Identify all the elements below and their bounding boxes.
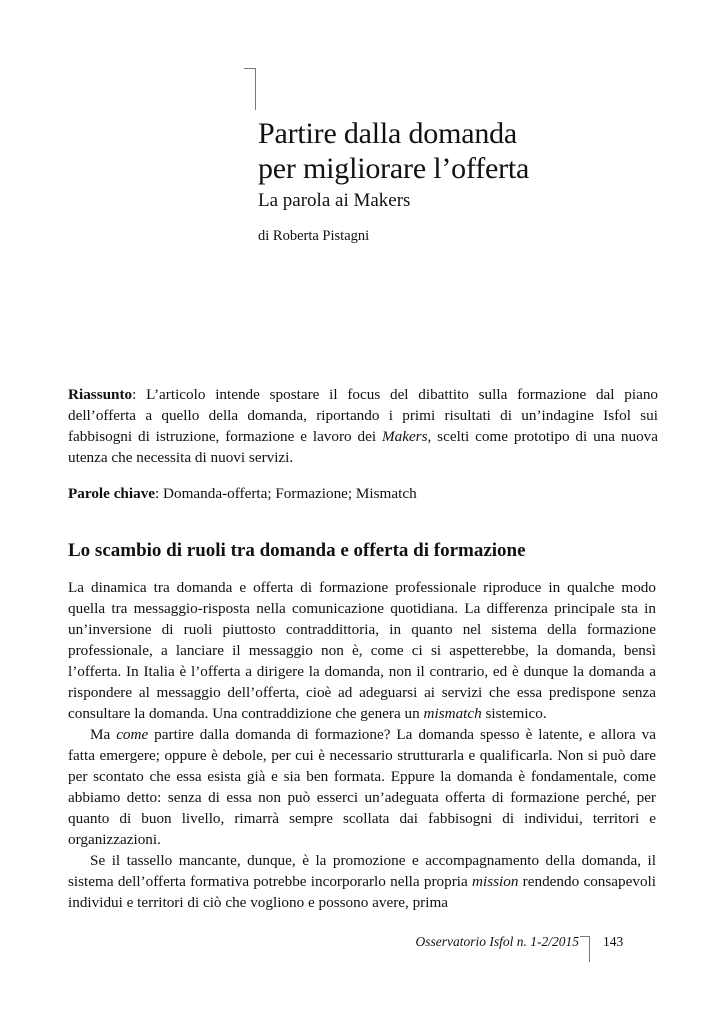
article-author: di Roberta Pistagni — [258, 228, 370, 244]
body-paragraph-2 — [68, 724, 656, 850]
article-title-line1: Partire dalla domanda — [258, 117, 518, 150]
p3-text-italic: mission — [472, 873, 519, 890]
abstract-text-italic: Makers — [381, 428, 428, 445]
corner-crop-mark-bottom — [580, 936, 590, 962]
page-number: 143 — [603, 934, 624, 949]
p3-text-a: Se il tassello mancante, dunque, è la promozione e accompagnamento della domanda, il sistema dell’offerta formativa potrebbe incorporarlo nella propria — [68, 852, 656, 890]
abstract-text-a: : L’articolo intende spostare il focus del dibattito sulla formazione dal piano dell’offerta a quello della domanda, riportando i primi risultati di un’indagine Isfol sui fabbisogni di istruzione, formazione e lavoro dei — [68, 386, 658, 445]
p2-text-a: Ma — [90, 726, 117, 743]
abstract-label: Riassunto — [68, 386, 133, 403]
keywords-label: Parole chiave — [68, 485, 156, 502]
article-title — [258, 116, 698, 186]
p1-text-b: sistemico. — [481, 705, 547, 722]
body-paragraph-1 — [68, 577, 656, 724]
footer-journal: Osservatorio Isfol n. 1-2/2015 — [415, 934, 579, 949]
corner-crop-mark-top — [244, 68, 256, 110]
p2-text-b: partire dalla domanda di formazione? La domanda spesso è latente, e allora va fatta emergere; oppure è debole, per cui è necessario strutturarla e qualificarla. Non si può dare per scontato che essa esista già e sia ben formata. Eppure la domanda è fondamentale, come abbiamo detto: senza di essa non può esserci un’adeguata offerta di formazione perché, per quanto di buon livello, rimarrà sempre scollata dai fabbisogni di individui, territori e organizzazioni. — [68, 726, 656, 848]
article-subtitle: La parola ai Makers — [258, 190, 411, 211]
section-heading: Lo scambio di ruoli tra domanda e offerta di formazione — [68, 540, 526, 561]
keywords-paragraph — [68, 483, 658, 504]
p3-text-b: rendendo consapevoli individui e territori di ciò che vogliono e possono avere, prima — [68, 873, 656, 911]
p1-text-italic: mismatch — [423, 705, 482, 722]
title-block — [258, 116, 698, 245]
keywords-text: : Domanda-offerta; Formazione; Mismatch — [155, 485, 417, 502]
article-title-line2: per migliorare l’offerta — [258, 152, 530, 185]
abstract-paragraph — [68, 384, 658, 468]
p1-text-a: La dinamica tra domanda e offerta di formazione professionale riproduce in qualche modo quella tra messaggio-risposta nella comunicazione quotidiana. La differenza principale sta in un’inversione di ruoli piuttosto contraddittoria, in quanto nel sistema della formazione professionale, a lanciare il messaggio non è, come ci si aspetterebbe, la domanda, bensì l’offerta. In Italia è l’offerta a dirigere la domanda, non il contrario, ed è dunque la domanda a rispondere al messaggio dell’offerta, cioè ad adeguarsi ai servizi che essa predispone senza consultare la domanda. Una contraddizione che genera un — [68, 579, 656, 722]
abstract-block — [68, 384, 658, 504]
p2-text-italic: come — [116, 726, 149, 743]
body-paragraph-3 — [68, 850, 656, 913]
section-body — [68, 577, 656, 913]
abstract-text-b: , scelti come prototipo di una nuova utenza che necessita di nuovi servizi. — [68, 428, 659, 466]
